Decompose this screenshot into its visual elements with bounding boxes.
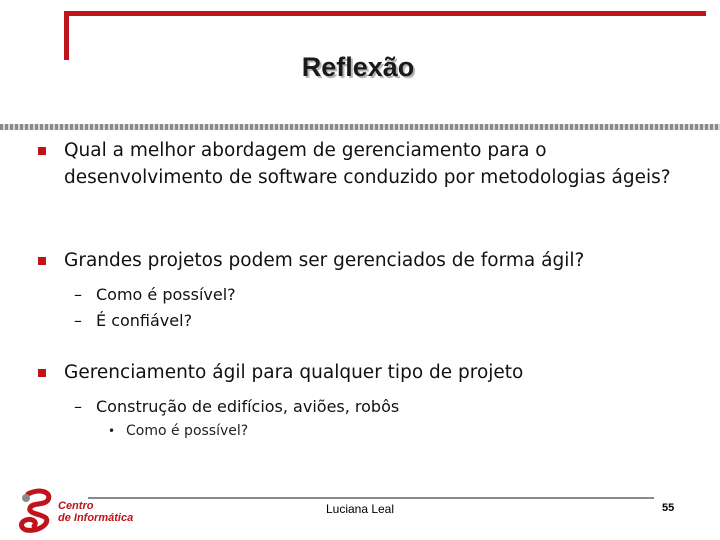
footer-rule <box>88 497 654 499</box>
sub-bullet-text: Como é possível? <box>96 285 236 304</box>
dot-icon: • <box>108 424 116 438</box>
sub-bullet-text: É confiável? <box>96 311 193 330</box>
bullet-text: Gerenciamento ágil para qualquer tipo de projeto <box>64 362 524 383</box>
bullet-square-icon <box>38 257 46 265</box>
title-frame-top-bar <box>64 11 706 16</box>
logo-text: de Informática <box>58 512 134 524</box>
sub-bullet-text: Construção de edifícios, aviões, robôs <box>96 397 400 416</box>
logo-text: Centro <box>58 500 94 512</box>
sub-sub-bullet-text: Como é possível? <box>126 423 249 439</box>
footer-author: Luciana Leal <box>325 502 395 516</box>
bullet-text: Grandes projetos podem ser gerenciados de forma ágil? <box>64 250 585 271</box>
slide-title: Reflexão <box>301 52 415 82</box>
page-number: 55 <box>662 502 675 514</box>
bullet-square-icon <box>38 147 46 155</box>
dash-icon: – <box>74 311 82 330</box>
bullet-text: Qual a melhor abordagem de gerenciamento para o desenvolvimento de software conduzido por metodologias ágeis? <box>64 140 671 188</box>
title-underline-rule <box>0 124 720 130</box>
bullet-square-icon <box>38 369 46 377</box>
dash-icon: – <box>74 397 82 416</box>
dash-icon: – <box>74 285 82 304</box>
